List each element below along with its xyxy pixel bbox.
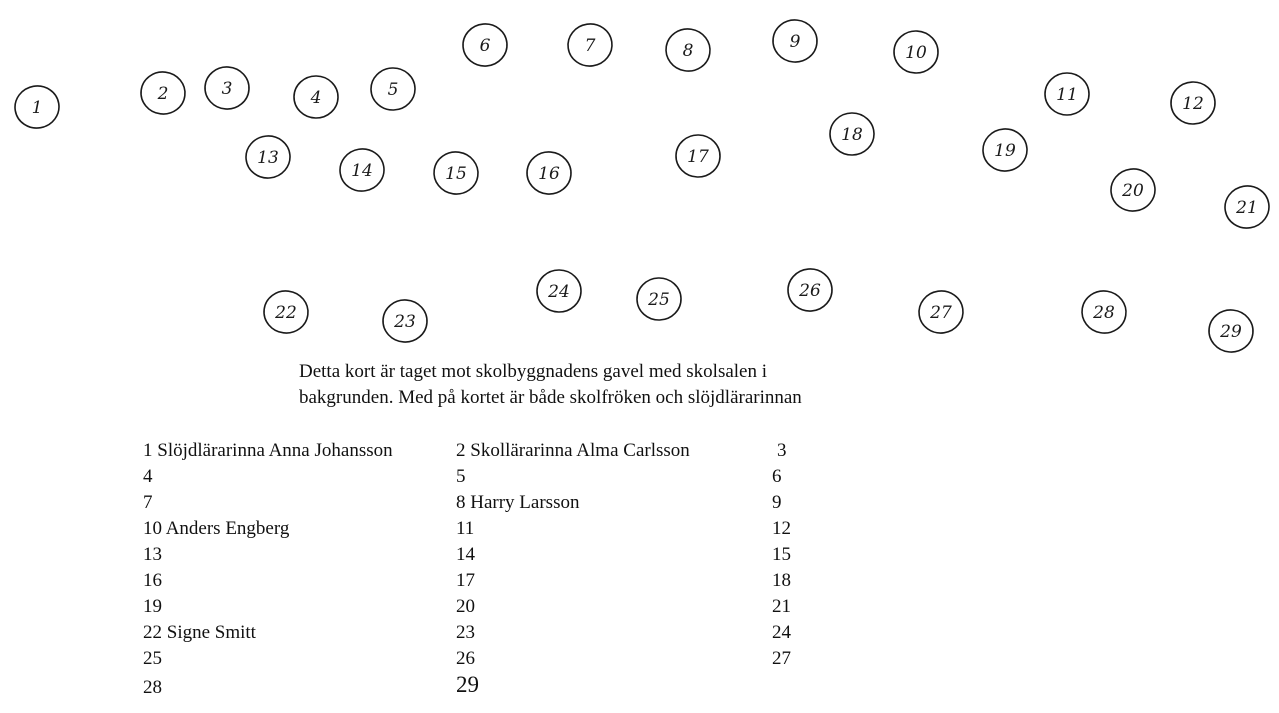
- marker-number: 14: [351, 161, 373, 181]
- legend-entry-29: 29: [456, 672, 479, 697]
- person-marker-20: [1109, 166, 1158, 213]
- marker-number: 12: [1182, 94, 1204, 114]
- person-marker-12: [1170, 81, 1216, 125]
- person-marker-29: [1207, 308, 1255, 354]
- legend-entry-17: 17: [456, 570, 475, 591]
- person-marker-1: [12, 82, 63, 131]
- marker-number: 16: [538, 164, 560, 184]
- legend-entry-5: 5: [456, 466, 466, 487]
- legend-entry-13: 13: [143, 544, 162, 565]
- marker-number: 28: [1093, 303, 1115, 323]
- marker-number: 6: [479, 36, 491, 56]
- legend-entry-16: 16: [143, 570, 162, 591]
- person-marker-27: [916, 288, 965, 336]
- caption-line-1: Detta kort är taget mot skolbyggnadens gavel med skolsalen i: [299, 361, 768, 382]
- marker-number: 29: [1220, 322, 1242, 342]
- marker-number: 10: [905, 43, 927, 63]
- marker-number: 13: [257, 148, 279, 168]
- legend-entry-11: 11: [456, 518, 475, 539]
- legend-entry-12: 12: [772, 518, 791, 539]
- person-marker-22: [262, 288, 311, 335]
- marker-number: 22: [275, 303, 297, 323]
- person-marker-16: [525, 150, 572, 196]
- person-marker-2: [139, 69, 188, 116]
- legend-entry-10: 10 Anders Engberg: [143, 518, 290, 539]
- marker-number: 15: [445, 164, 467, 184]
- legend-entry-26: 26: [456, 648, 475, 669]
- marker-number: 21: [1236, 198, 1258, 218]
- marker-number: 8: [682, 41, 694, 61]
- legend-entry-8: 8 Harry Larsson: [456, 492, 580, 513]
- marker-number: 20: [1122, 181, 1144, 201]
- legend-entry-15: 15: [772, 544, 791, 565]
- person-marker-10: [893, 30, 939, 74]
- legend-entry-21: 21: [772, 596, 791, 617]
- person-marker-8: [663, 26, 713, 74]
- marker-number: 19: [994, 141, 1016, 161]
- marker-number: 4: [310, 88, 322, 108]
- marker-number: 5: [387, 80, 399, 100]
- legend-entry-1: 1 Slöjdlärarinna Anna Johansson: [143, 440, 393, 461]
- person-marker-21: [1222, 182, 1273, 231]
- marker-number: 1: [31, 98, 43, 118]
- legend-entry-7: 7: [143, 492, 153, 513]
- person-marker-19: [982, 128, 1029, 173]
- legend-entry-20: 20: [456, 596, 475, 617]
- person-marker-13: [244, 134, 292, 180]
- legend-entry-14: 14: [456, 544, 475, 565]
- legend-entry-25: 25: [143, 648, 162, 669]
- person-marker-28: [1079, 288, 1129, 336]
- person-marker-24: [537, 270, 582, 313]
- legend-entry-3: 3: [777, 440, 787, 461]
- person-marker-6: [461, 22, 508, 68]
- person-marker-18: [830, 113, 875, 156]
- photo-caption: [299, 359, 939, 411]
- marker-number: 3: [221, 79, 233, 99]
- person-marker-11: [1045, 73, 1089, 115]
- marker-number: 18: [841, 125, 863, 145]
- marker-number: 24: [548, 282, 570, 302]
- marker-number: 23: [394, 312, 416, 332]
- person-marker-23: [382, 299, 429, 344]
- caption-line-2: bakgrunden. Med på kortet är både skolfröken och slöjdlärarinnan: [299, 387, 802, 408]
- person-marker-26: [786, 267, 833, 313]
- marker-number: 7: [584, 36, 596, 56]
- marker-number: 25: [648, 290, 670, 310]
- person-marker-5: [370, 67, 415, 111]
- marker-number: 26: [799, 281, 821, 301]
- legend-entry-24: 24: [772, 622, 791, 643]
- marker-number: 27: [930, 303, 952, 323]
- person-marker-7: [565, 21, 614, 69]
- legend-entry-18: 18: [772, 570, 791, 591]
- legend-entry-19: 19: [143, 596, 162, 617]
- legend-entry-6: 6: [772, 466, 782, 487]
- person-marker-17: [675, 134, 720, 178]
- legend-entry-9: 9: [772, 492, 782, 513]
- legend-entry-4: 4: [143, 466, 153, 487]
- legend-entry-27: 27: [772, 648, 791, 669]
- marker-number: 9: [789, 32, 801, 52]
- marker-number: 17: [687, 147, 709, 167]
- marker-number: 2: [157, 84, 169, 104]
- person-marker-14: [337, 146, 387, 194]
- marker-number: 11: [1056, 85, 1078, 105]
- person-marker-4: [294, 76, 339, 119]
- legend-entry-22: 22 Signe Smitt: [143, 622, 256, 643]
- legend-entry-2: 2 Skollärarinna Alma Carlsson: [456, 440, 690, 461]
- legend-entry-28: 28: [143, 677, 162, 698]
- person-marker-25: [636, 277, 681, 321]
- person-marker-15: [431, 149, 480, 197]
- person-marker-3: [204, 66, 251, 111]
- person-marker-9: [771, 18, 819, 64]
- legend-entry-23: 23: [456, 622, 475, 643]
